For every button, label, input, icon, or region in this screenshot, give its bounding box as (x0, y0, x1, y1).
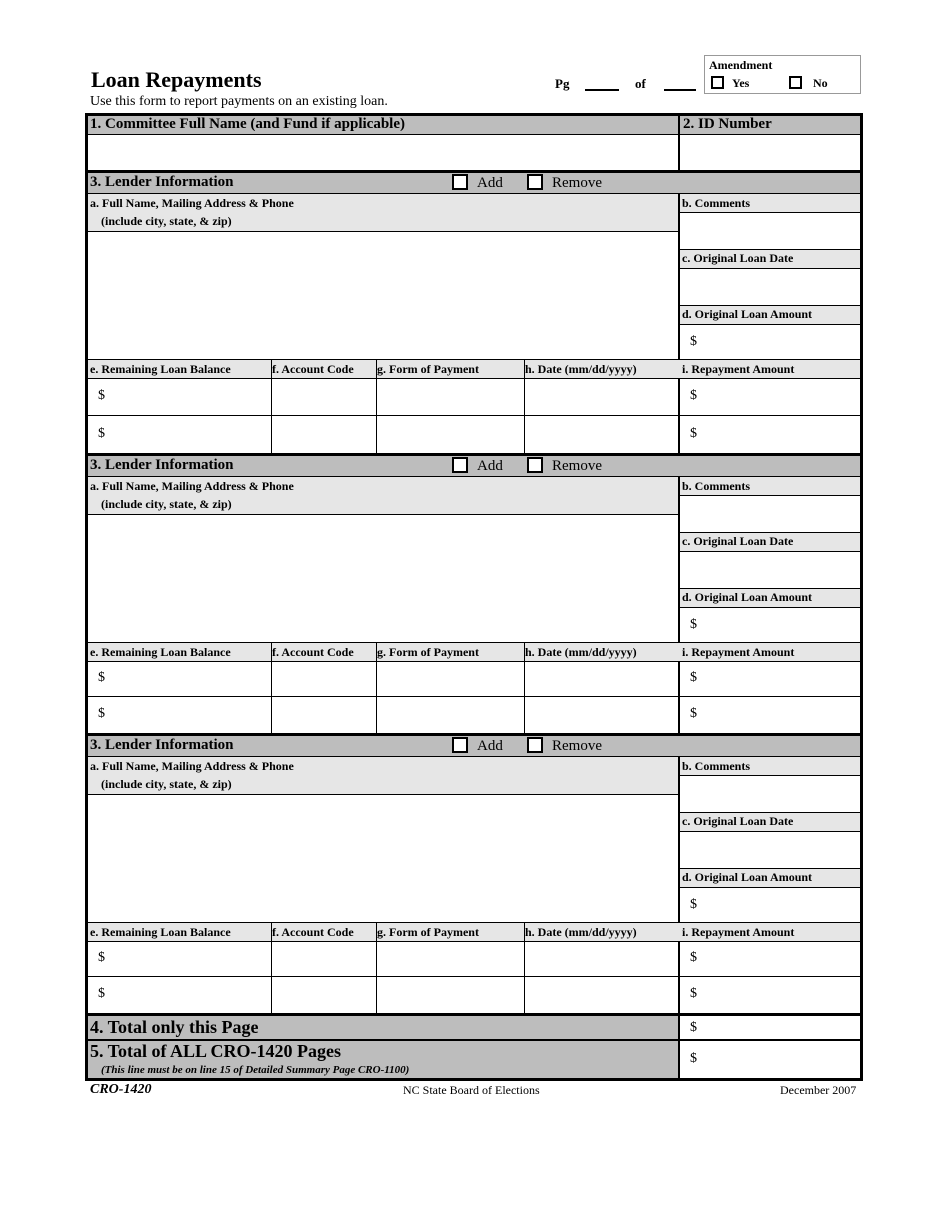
column-header: e. Remaining Loan Balance (90, 925, 231, 939)
add-label: Add (477, 738, 503, 754)
amendment-title: Amendment (709, 58, 773, 72)
loan-amount-label: d. Original Loan Amount (682, 590, 813, 604)
all-total-label: 5. Total of ALL CRO-1420 Pages (90, 1041, 342, 1061)
remove-label: Remove (552, 738, 602, 754)
column-header: i. Repayment Amount (682, 925, 795, 939)
page-label: Pg (555, 76, 570, 91)
comments-field[interactable] (679, 496, 860, 532)
loan-date-label: c. Original Loan Date (682, 814, 794, 828)
column-header: h. Date (mm/dd/yyyy) (525, 925, 637, 939)
address-label: a. Full Name, Mailing Address & Phone (90, 759, 294, 773)
lender-section-3 (88, 736, 860, 1014)
lender-header: 3. Lender Information (90, 737, 234, 753)
page-number-field[interactable] (585, 89, 619, 91)
comments-label: b. Comments (682, 479, 750, 493)
lender-header: 3. Lender Information (90, 457, 234, 473)
lender-address-field[interactable] (88, 795, 678, 922)
column-header: g. Form of Payment (377, 645, 479, 659)
loan-amount-label: d. Original Loan Amount (682, 870, 813, 884)
loan-amount-field[interactable]: $ (690, 617, 697, 632)
add-label: Add (477, 175, 503, 191)
comments-label: b. Comments (682, 759, 750, 773)
comments-field[interactable] (679, 213, 860, 249)
balance-field[interactable]: $ (98, 706, 105, 721)
column-header: e. Remaining Loan Balance (90, 362, 231, 376)
repayment-field[interactable]: $ (690, 950, 697, 965)
checkbox-icon[interactable] (789, 76, 802, 89)
column-header: i. Repayment Amount (682, 362, 795, 376)
balance-field[interactable]: $ (98, 950, 105, 965)
column-header: h. Date (mm/dd/yyyy) (525, 645, 637, 659)
id-number-label: 2. ID Number (683, 116, 772, 132)
checkbox-icon[interactable] (527, 174, 543, 190)
remove-option[interactable] (527, 737, 602, 755)
address-sublabel: (include city, state, & zip) (101, 777, 232, 791)
checkbox-icon[interactable] (527, 737, 543, 753)
checkbox-icon[interactable] (452, 737, 468, 753)
loan-amount-label: d. Original Loan Amount (682, 307, 813, 321)
repayment-field[interactable]: $ (690, 986, 697, 1001)
lender-address-field[interactable] (88, 232, 678, 359)
comments-label: b. Comments (682, 196, 750, 210)
loan-amount-field[interactable]: $ (690, 897, 697, 912)
all-total-note: (This line must be on line 15 of Detailed Summary Page CRO-1100) (101, 1064, 410, 1076)
add-option[interactable] (452, 174, 503, 192)
column-header: f. Account Code (272, 925, 354, 939)
loan-amount-field[interactable]: $ (690, 334, 697, 349)
address-sublabel: (include city, state, & zip) (101, 497, 232, 511)
id-number-field[interactable] (680, 135, 860, 171)
lender-header: 3. Lender Information (90, 174, 234, 190)
form-subtitle: Use this form to report payments on an existing loan. (90, 94, 388, 109)
repayment-field[interactable]: $ (690, 670, 697, 685)
divider (678, 1016, 680, 1078)
page-total-label: 4. Total only this Page (90, 1017, 259, 1037)
checkbox-icon[interactable] (452, 457, 468, 473)
amendment-no[interactable] (789, 76, 828, 91)
balance-field[interactable]: $ (98, 388, 105, 403)
page-count-field[interactable] (664, 89, 696, 91)
add-option[interactable] (452, 737, 503, 755)
all-total-field[interactable]: $ (690, 1051, 697, 1066)
repayment-field[interactable]: $ (690, 706, 697, 721)
page-total-field[interactable]: $ (690, 1020, 697, 1035)
loan-date-field[interactable] (679, 832, 860, 868)
form-date: December 2007 (780, 1083, 857, 1097)
amendment-box (704, 55, 861, 94)
balance-field[interactable]: $ (98, 426, 105, 441)
remove-option[interactable] (527, 174, 602, 192)
loan-date-field[interactable] (679, 269, 860, 305)
balance-field[interactable]: $ (98, 986, 105, 1001)
form-id: CRO-1420 (90, 1082, 152, 1097)
committee-name-label: 1. Committee Full Name (and Fund if applicable) (90, 116, 405, 132)
checkbox-icon[interactable] (527, 457, 543, 473)
remove-option[interactable] (527, 457, 602, 475)
column-header: h. Date (mm/dd/yyyy) (525, 362, 637, 376)
committee-name-field[interactable] (88, 135, 678, 171)
add-option[interactable] (452, 457, 503, 475)
lender-address-field[interactable] (88, 515, 678, 642)
loan-repayment-form (85, 113, 863, 1081)
amendment-no-label: No (813, 76, 828, 90)
column-header: f. Account Code (272, 645, 354, 659)
lender-section-2 (88, 456, 860, 734)
amendment-yes-label: Yes (732, 76, 750, 90)
remove-label: Remove (552, 458, 602, 474)
column-header: f. Account Code (272, 362, 354, 376)
repayment-field[interactable]: $ (690, 388, 697, 403)
add-label: Add (477, 458, 503, 474)
column-header: i. Repayment Amount (682, 645, 795, 659)
loan-date-label: c. Original Loan Date (682, 534, 794, 548)
loan-date-field[interactable] (679, 552, 860, 588)
lender-section-1 (88, 173, 860, 455)
remove-label: Remove (552, 175, 602, 191)
column-header: e. Remaining Loan Balance (90, 645, 231, 659)
agency-name: NC State Board of Elections (403, 1083, 540, 1097)
divider (678, 116, 680, 172)
repayment-field[interactable]: $ (690, 426, 697, 441)
checkbox-icon[interactable] (711, 76, 724, 89)
balance-field[interactable]: $ (98, 670, 105, 685)
checkbox-icon[interactable] (452, 174, 468, 190)
form-title: Loan Repayments (91, 67, 262, 92)
of-label: of (635, 76, 646, 91)
amendment-yes[interactable] (711, 76, 749, 91)
address-label: a. Full Name, Mailing Address & Phone (90, 196, 294, 210)
column-header: g. Form of Payment (377, 362, 479, 376)
column-header: g. Form of Payment (377, 925, 479, 939)
address-sublabel: (include city, state, & zip) (101, 214, 232, 228)
comments-field[interactable] (679, 776, 860, 812)
address-label: a. Full Name, Mailing Address & Phone (90, 479, 294, 493)
loan-date-label: c. Original Loan Date (682, 251, 794, 265)
